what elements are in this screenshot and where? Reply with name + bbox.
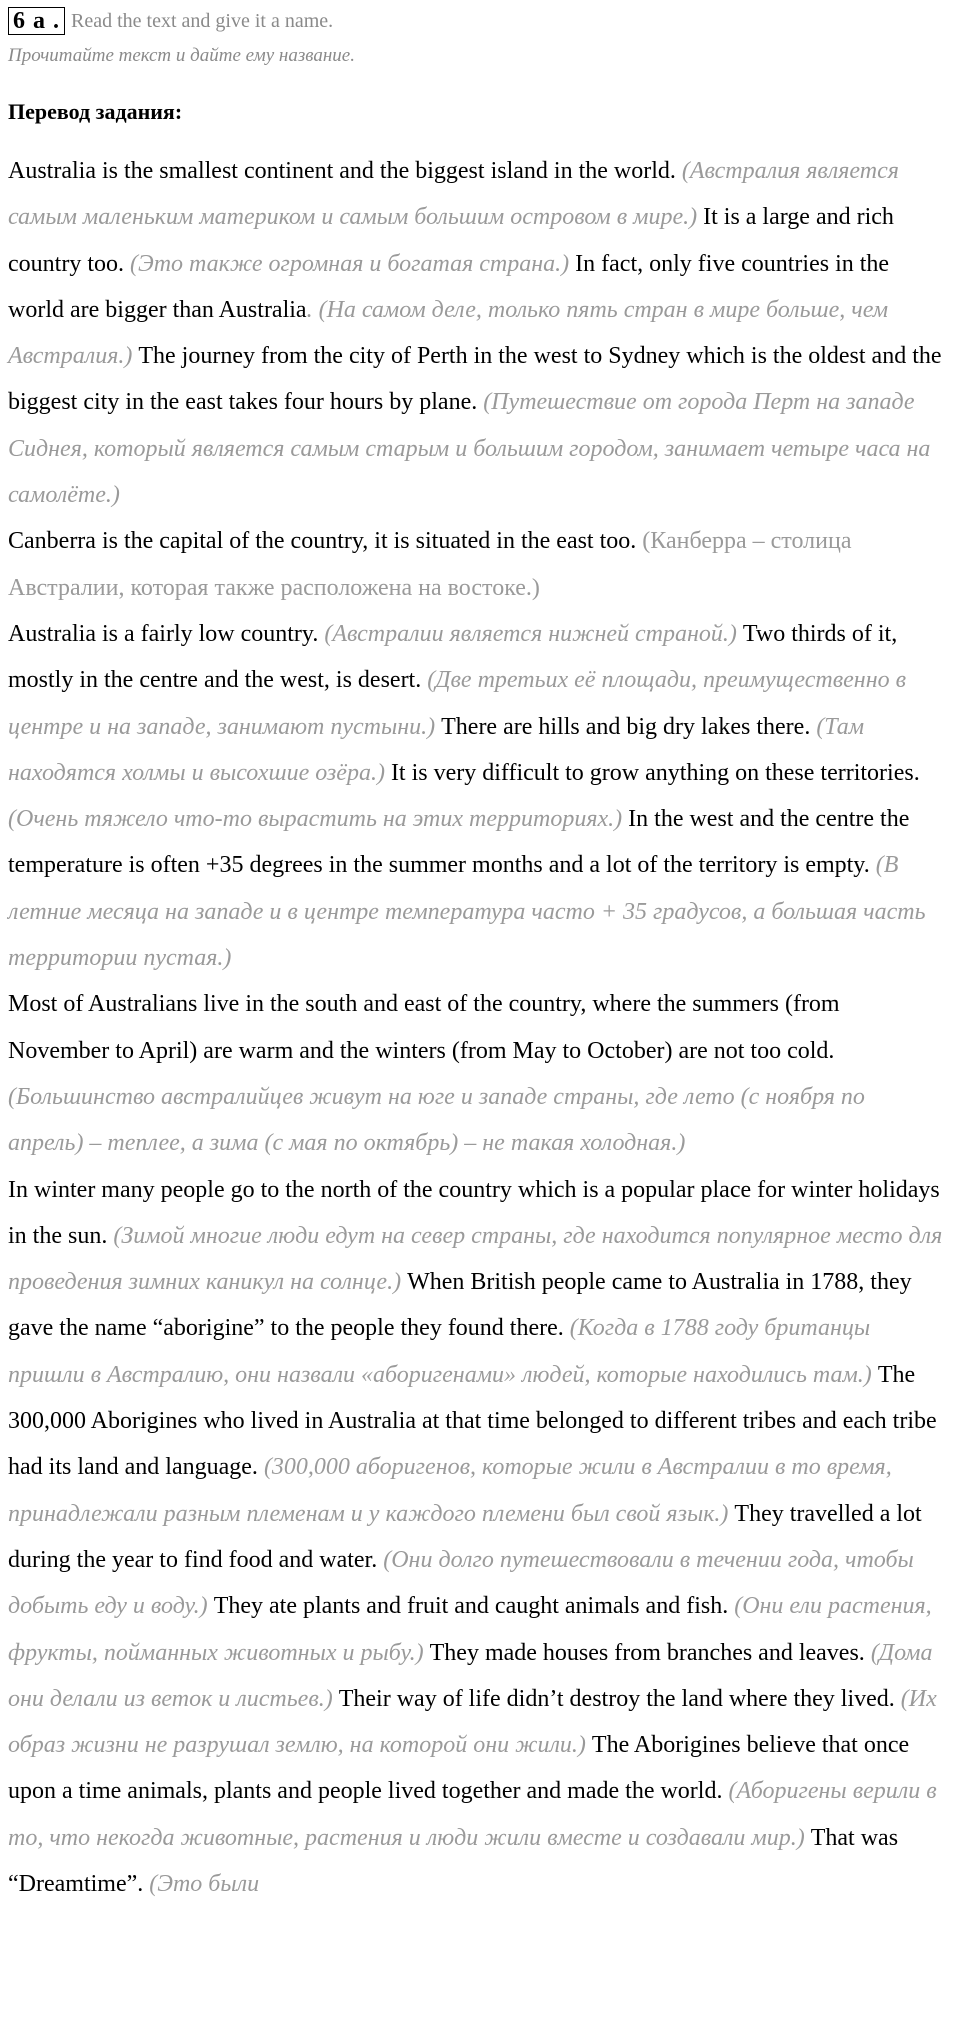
russian-translation: (Две третьих её площади, преимущественно в центре и на западе, занимают пустыни.)	[8, 667, 907, 740]
english-sentence: It is a large and rich country too.	[8, 204, 894, 277]
english-sentence: In fact, only five countries in the world are bigger than Australia	[8, 250, 890, 323]
english-sentence: Australia is a fairly low country.	[8, 620, 325, 647]
text-body	[8, 148, 946, 1907]
paragraph	[8, 611, 946, 981]
russian-translation: (Очень тяжело что-то вырастить на этих территориях.)	[8, 806, 629, 833]
russian-translation: (Когда в 1788 году британцы пришли в Австралию, они назвали «аборигенами» людей, которые находились там.)	[8, 1315, 878, 1388]
russian-translation: (Это также огромная и богатая страна.)	[129, 250, 576, 277]
russian-translation: (300,000 аборигенов, которые жили в Австралии в то время, принадлежали разным племенам и у каждого племени был свой язык.)	[8, 1454, 892, 1527]
russian-translation: (Большинство австралийцев живут на юге и западе страны, где лето (с ноября по апрель) – теплее, а зима (с мая по октябрь) – не такая холодная.)	[8, 1083, 865, 1157]
russian-translation: (Они ели растения, фрукты, пойманных животных и рыбу.)	[8, 1593, 932, 1666]
paragraph	[8, 148, 946, 518]
task-number-box: 6 a .	[8, 7, 65, 35]
english-sentence: Australia is the smallest continent and the biggest island in the world.	[8, 158, 682, 184]
english-sentence: Canberra is the capital of the country, it is situated in the east too.	[8, 528, 643, 555]
english-sentence: The journey from the city of Perth in the west to Sydney which is the oldest and the biggest city in the east takes four hours by plane.	[8, 343, 942, 416]
section-title: Перевод задания:	[8, 99, 183, 124]
paragraph	[8, 518, 946, 611]
russian-translation: (Австралии является нижней страной.)	[324, 620, 743, 647]
english-sentence: They travelled a lot during the year to find food and water.	[8, 1500, 922, 1573]
russian-translation: (Канберра – столица Австралии, которая также расположена на востоке.)	[8, 528, 852, 601]
english-sentence: The Aborigines believe that once upon a time animals, plants and people lived together and made the world.	[8, 1732, 910, 1805]
english-sentence: Their way of life didn’t destroy the land where they lived.	[338, 1685, 901, 1712]
english-sentence: They made houses from branches and leaves.	[429, 1639, 871, 1666]
english-sentence: They ate plants and fruit and caught animals and fish.	[213, 1593, 735, 1620]
english-sentence: In winter many people go to the north of the country which is a popular place for winter holidays in the sun.	[8, 1176, 940, 1249]
task-instruction-translation: Прочитайте текст и дайте ему название.	[8, 45, 355, 66]
english-sentence: Most of Australians live in the south and east of the country, where the summers (from November to April) are warm and the winters (from May to October) are not too cold.	[8, 991, 840, 1064]
english-sentence: In the west and the centre the temperature is often +35 degrees in the summer months and a lot of the territory is empty.	[8, 806, 910, 879]
russian-translation: (Они долго путешествовали в течении года, чтобы добыть еду и воду.)	[8, 1546, 914, 1620]
paragraph	[8, 981, 946, 1166]
russian-translation: (Их образ жизни не разрушал землю, на которой они жили.)	[8, 1685, 937, 1759]
english-sentence: The 300,000 Aborigines who lived in Australia at that time belonged to different tribes and each tribe had its land and language.	[8, 1361, 937, 1481]
russian-translation: (Это были	[149, 1870, 260, 1897]
task-header	[8, 6, 333, 36]
english-sentence: When British people came to Australia in 1788, they gave the name “aborigine” to the people they found there.	[8, 1269, 912, 1342]
english-sentence: There are hills and big dry lakes there.	[441, 713, 817, 740]
paragraph	[8, 1167, 946, 1908]
russian-translation: (Австралия является самым маленьким материком и самым большим островом в мире.)	[8, 158, 899, 231]
russian-translation: (В летние месяца на западе и в центре температура часто + 35 градусов, а большая часть территории пустая.)	[8, 852, 926, 972]
russian-translation: (Дома они делали из веток и листьев.)	[8, 1639, 933, 1712]
russian-translation: . (На самом деле, только пять стран в мире больше, чем Австралия.)	[8, 296, 889, 370]
english-sentence: That was “Dreamtime”.	[8, 1824, 899, 1897]
russian-translation: (Зимой многие люди едут на север страны, где находится популярное место для проведения зимних каникул на солнце.)	[8, 1222, 943, 1296]
english-sentence: It is very difficult to grow anything on these territories.	[390, 759, 920, 786]
task-instruction: Read the text and give it a name.	[71, 9, 334, 32]
russian-translation: (Там находятся холмы и высохшие озёра.)	[8, 713, 865, 786]
english-sentence: Two thirds of it, mostly in the centre and the west, is desert.	[8, 620, 898, 694]
russian-translation: (Путешествие от города Перт на западе Сиднея, который является самым старым и большим городом, занимает четыре часа на самолёте.)	[8, 389, 931, 509]
russian-translation: (Аборигены верили в то, что некогда животные, растения и люди жили вместе и создавали мир.)	[8, 1778, 937, 1851]
